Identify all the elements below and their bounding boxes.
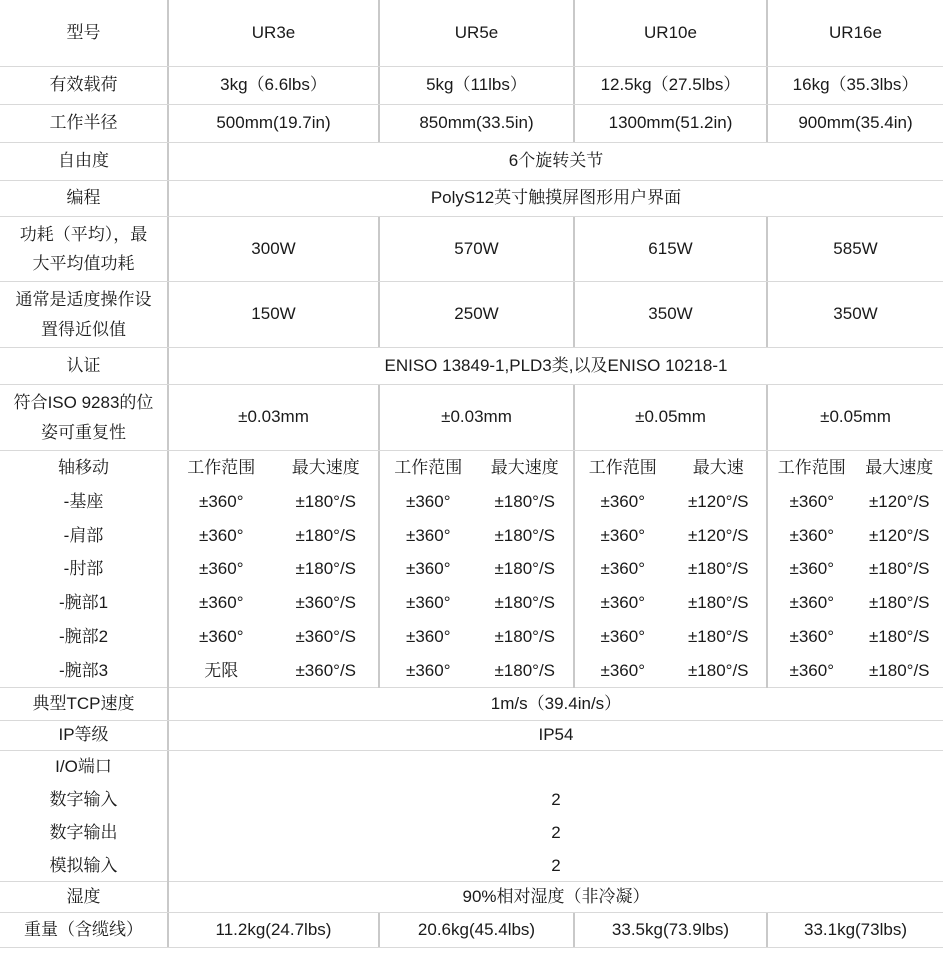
row-label: 湿度 — [66, 886, 101, 906]
spec-cell: 350W — [573, 282, 766, 347]
spec-cell: ±0.05mm — [766, 385, 943, 450]
axis-values: ±360° ±180°/S — [789, 660, 930, 680]
row-humidity — [0, 882, 943, 913]
io-item-label: 数字输出 — [49, 822, 118, 842]
joint-label: -肘部 — [63, 559, 104, 579]
axis-values: ±360° ±360°/S — [199, 627, 357, 647]
row-power-max — [0, 217, 943, 282]
axis-column-ur10e — [573, 451, 766, 688]
spec-cell: 3kg（6.6lbs） — [167, 67, 378, 104]
spec-cell-span: PolyS12英寸触摸屏图形用户界面 — [167, 181, 943, 216]
header-ur16e: UR16e — [766, 0, 943, 66]
row-certification — [0, 348, 943, 385]
spec-cell: ±0.03mm — [378, 385, 573, 450]
header-ur10e: UR10e — [573, 0, 766, 66]
row-label: 有效载荷 — [49, 75, 118, 95]
io-label-column — [0, 751, 167, 882]
axis-values: ±360° ±180°/S — [789, 559, 930, 579]
spec-cell: 350W — [766, 282, 943, 347]
row-label: IP等级 — [58, 725, 109, 745]
axis-values: ±360° ±180°/S — [789, 627, 930, 647]
spec-cell: 500mm(19.7in) — [167, 105, 378, 142]
joint-label: -腕部2 — [58, 627, 109, 647]
spec-cell: 33.5kg(73.9lbs) — [573, 913, 766, 947]
io-item-label: 模拟输入 — [49, 855, 118, 875]
row-label: 典型TCP速度 — [32, 693, 135, 713]
spec-cell: 850mm(33.5in) — [378, 105, 573, 142]
table-header-row — [0, 0, 943, 67]
axis-values: ±360° ±180°/S — [199, 559, 357, 579]
row-weight — [0, 913, 943, 948]
axis-subheader: 工作范围 最大速度 — [777, 457, 934, 477]
row-label: 符合ISO 9283的位 姿可重复性 — [13, 393, 154, 442]
axis-column-ur5e — [378, 451, 573, 688]
axis-values: 无限 ±360°/S — [204, 660, 357, 680]
spec-cell: 570W — [378, 217, 573, 281]
spec-cell: 615W — [573, 217, 766, 281]
row-label: 轴移动 — [58, 457, 109, 477]
row-tcp-speed — [0, 688, 943, 721]
axis-values: ±360° ±180°/S — [406, 627, 556, 647]
axis-values: ±360° ±180°/S — [406, 491, 556, 511]
row-label: 功耗（平均），最 大平均值功耗 — [19, 224, 148, 273]
row-axis-movement — [0, 451, 943, 688]
header-ur5e: UR5e — [378, 0, 573, 66]
axis-subheader: 工作范围 最大速度 — [394, 457, 559, 477]
row-label: I/O端口 — [55, 757, 112, 777]
axis-values: ±360° ±180°/S — [406, 559, 556, 579]
axis-label-column — [0, 451, 167, 688]
spec-cell: 1300mm(51.2in) — [573, 105, 766, 142]
axis-values: ±360° ±180°/S — [406, 525, 556, 545]
row-label: 自由度 — [58, 151, 109, 171]
spec-cell: ±0.05mm — [573, 385, 766, 450]
axis-values: ±360° ±120°/S — [600, 491, 749, 511]
spec-cell: 16kg（35.3lbs） — [766, 67, 943, 104]
spec-cell: 150W — [167, 282, 378, 347]
io-item-label: 数字输入 — [49, 790, 118, 810]
axis-values: ±360° ±120°/S — [789, 525, 930, 545]
axis-values: ±360° ±180°/S — [199, 525, 357, 545]
axis-subheader: 工作范围 最大速 — [588, 457, 744, 477]
axis-values: ±360° ±180°/S — [789, 593, 930, 613]
spec-cell: 33.1kg(73lbs) — [766, 913, 943, 947]
spec-cell-span: 6个旋转关节 — [167, 143, 943, 180]
joint-label: -腕部1 — [58, 593, 109, 613]
spec-cell: 585W — [766, 217, 943, 281]
io-item-value: 2 — [551, 822, 561, 842]
joint-label: -基座 — [63, 491, 104, 511]
io-item-value: 2 — [551, 855, 561, 875]
axis-values: ±360° ±180°/S — [600, 593, 749, 613]
io-blank — [169, 751, 943, 784]
spec-cell: 20.6kg(45.4lbs) — [378, 913, 573, 947]
header-ur3e: UR3e — [167, 0, 378, 66]
row-programming — [0, 181, 943, 217]
row-payload — [0, 67, 943, 105]
axis-values: ±360° ±180°/S — [406, 593, 556, 613]
row-power-typical — [0, 282, 943, 348]
row-repeatability — [0, 385, 943, 451]
spec-cell-span: 90%相对湿度（非冷凝） — [167, 882, 943, 912]
axis-subheader: 工作范围 最大速度 — [187, 457, 360, 477]
spec-cell: 300W — [167, 217, 378, 281]
row-label: 编程 — [66, 188, 101, 208]
axis-column-ur16e — [766, 451, 943, 688]
row-ip-rating — [0, 721, 943, 751]
spec-cell-span: IP54 — [167, 721, 943, 750]
spec-cell-span: 1m/s（39.4in/s） — [167, 688, 943, 720]
spec-cell: 250W — [378, 282, 573, 347]
header-model-label: 型号 — [66, 22, 101, 42]
axis-column-ur3e — [167, 451, 378, 688]
axis-values: ±360° ±180°/S — [199, 491, 357, 511]
spec-cell-span: ENISO 13849-1,PLD3类,以及ENISO 10218-1 — [167, 348, 943, 384]
io-value-column — [167, 751, 943, 882]
joint-label: -肩部 — [63, 525, 104, 545]
spec-cell: ±0.03mm — [167, 385, 378, 450]
row-label: 工作半径 — [49, 113, 118, 133]
row-io-ports — [0, 751, 943, 882]
axis-values: ±360° ±180°/S — [406, 660, 556, 680]
spec-cell: 12.5kg（27.5lbs） — [573, 67, 766, 104]
axis-values: ±360° ±120°/S — [789, 491, 930, 511]
axis-values: ±360° ±120°/S — [600, 525, 749, 545]
row-label: 通常是适度操作设 置得近似值 — [15, 290, 152, 339]
axis-values: ±360° ±360°/S — [199, 593, 357, 613]
spec-cell: 11.2kg(24.7lbs) — [167, 913, 378, 947]
io-item-value: 2 — [551, 790, 561, 810]
row-dof — [0, 143, 943, 181]
spec-cell: 900mm(35.4in) — [766, 105, 943, 142]
row-label: 认证 — [66, 355, 101, 375]
row-label: 重量（含缆线） — [24, 919, 143, 939]
joint-label: -腕部3 — [58, 660, 109, 680]
axis-values: ±360° ±180°/S — [600, 627, 749, 647]
spec-cell: 5kg（11lbs） — [378, 67, 573, 104]
row-reach — [0, 105, 943, 143]
axis-values: ±360° ±180°/S — [600, 559, 749, 579]
axis-values: ±360° ±180°/S — [600, 660, 749, 680]
